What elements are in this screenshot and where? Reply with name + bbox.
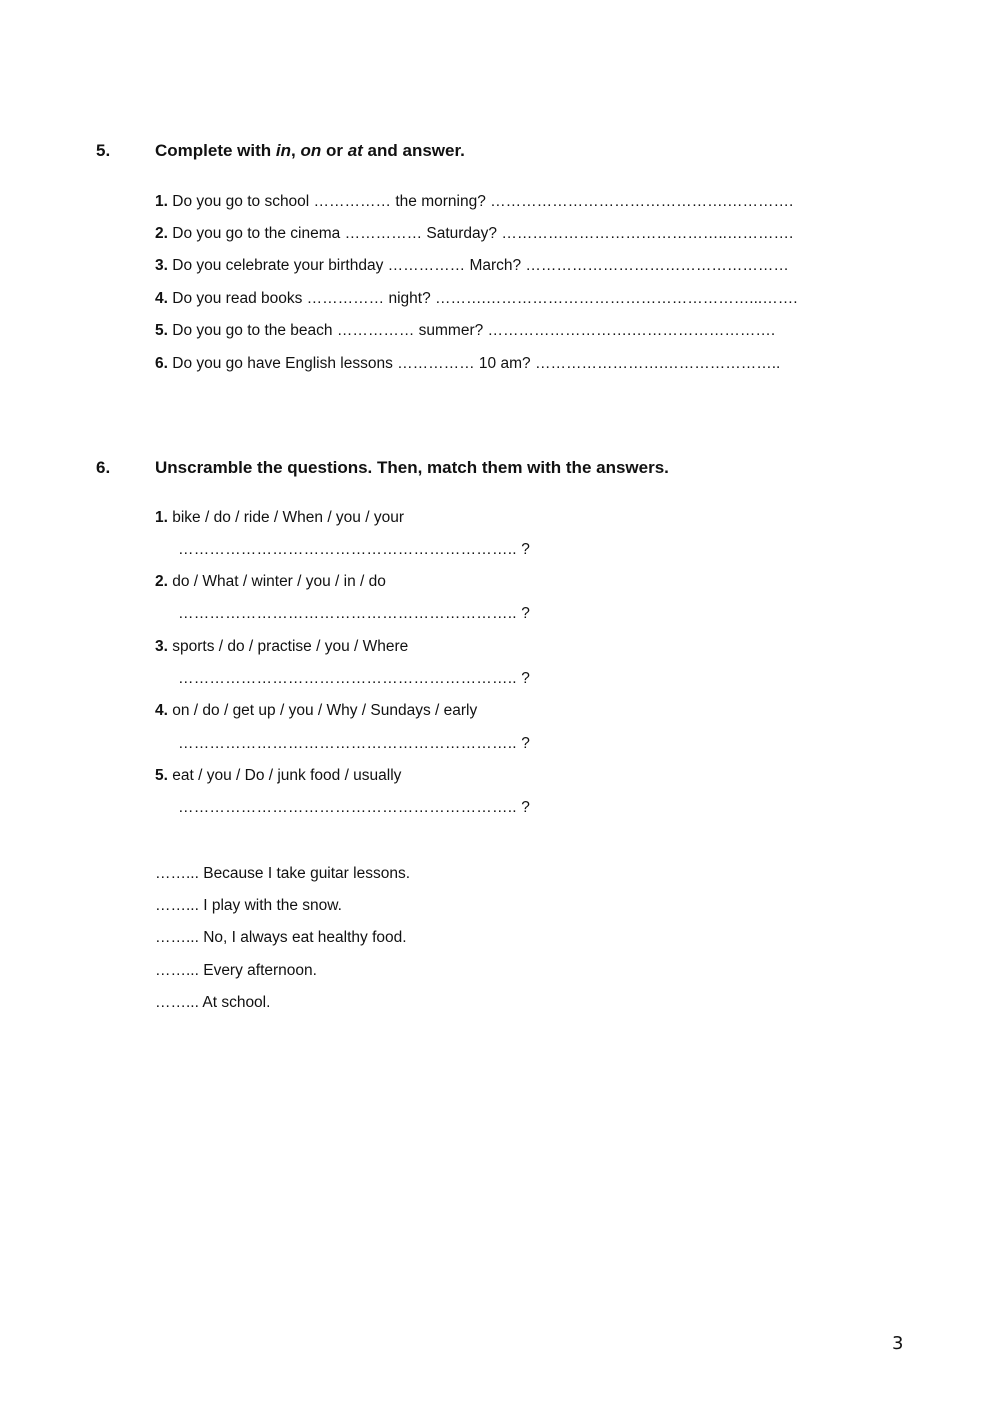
exercise-6-question-5: 5. eat / you / Do / junk food / usually — [155, 767, 402, 784]
match-answer-3: ……... No, I always eat healthy food. — [155, 929, 407, 946]
exercise-6-answer-line-1: ……………………………………………………….. ? — [178, 541, 531, 558]
exercise-6-number: 6. — [96, 458, 111, 477]
exercise-5-item-3: 3. Do you celebrate your birthday …………… March? …………………………………………… — [155, 257, 789, 274]
exercise-6-answer-line-3: ……………………………………………………….. ? — [178, 670, 531, 687]
match-answer-4: ……... Every afternoon. — [155, 962, 317, 979]
exercise-5-item-5: 5. Do you go to the beach …………… summer? ……………………….………………………. — [155, 322, 776, 339]
page-number: 3 — [892, 1333, 904, 1354]
exercise-6-answer-line-5: ……………………………………………………….. ? — [178, 799, 531, 816]
exercise-5-item-1: 1. Do you go to school …………… the morning? ……………………………………….…………. — [155, 193, 794, 210]
exercise-6-answer-line-4: ……………………………………………………….. ? — [178, 735, 531, 752]
match-answer-1: ……... Because I take guitar lessons. — [155, 865, 411, 882]
exercise-5-number: 5. — [96, 141, 111, 160]
exercise-5-item-2: 2. Do you go to the cinema …………… Saturday? ……………………………………..…………. — [155, 225, 794, 242]
exercise-6-question-1: 1. bike / do / ride / When / you / your — [155, 509, 404, 526]
exercise-6-answer-line-2: ……………………………………………………….. ? — [178, 605, 531, 622]
match-answer-2: ……... I play with the snow. — [155, 897, 342, 914]
exercise-6-question-2: 2. do / What / winter / you / in / do — [155, 573, 386, 590]
exercise-6-title: Unscramble the questions. Then, match them with the answers. — [155, 458, 669, 477]
exercise-5-item-6: 6. Do you go have English lessons …………… 10 am? …………………….………………….. — [155, 355, 781, 372]
match-answer-5: ……... At school. — [155, 994, 271, 1011]
exercise-5-item-4: 4. Do you read books …………… night? ……….……………………………………………...……. — [155, 290, 798, 307]
exercise-6-question-4: 4. on / do / get up / you / Why / Sundays / early — [155, 702, 478, 719]
exercise-5-title: Complete with in, on or at and answer. — [155, 141, 465, 160]
exercise-6-question-3: 3. sports / do / practise / you / Where — [155, 638, 409, 655]
